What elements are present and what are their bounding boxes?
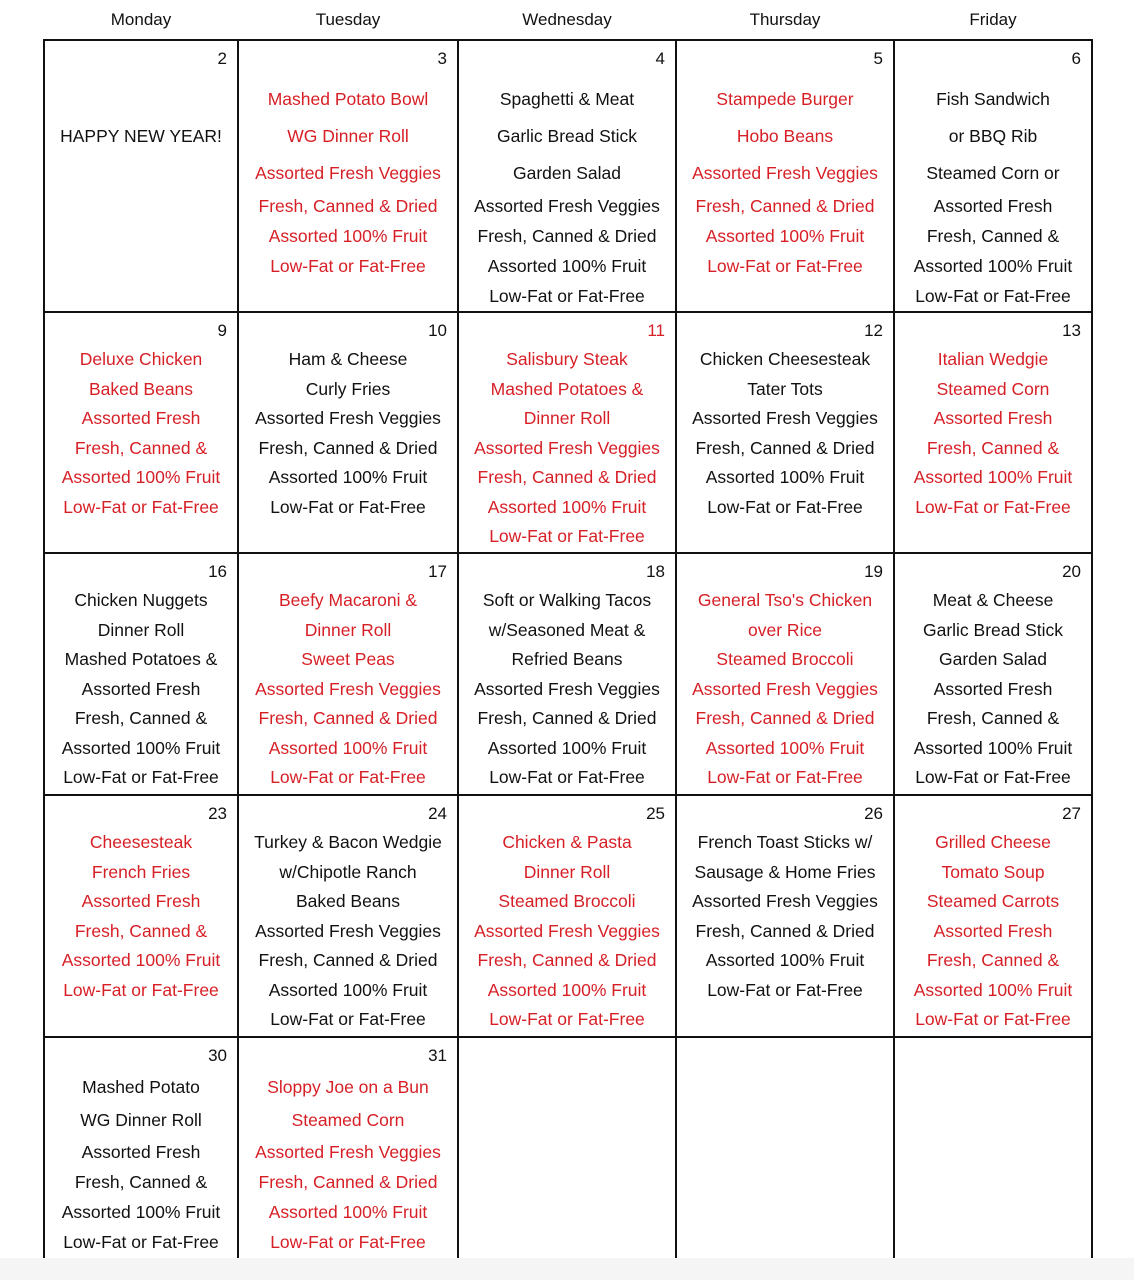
menu-item: Mashed Potatoes & <box>490 378 644 399</box>
menu-item: Low-Fat or Fat-Free <box>270 1232 426 1252</box>
menu-items <box>677 584 893 793</box>
menu-item: French Toast Sticks w/ <box>697 832 873 852</box>
menu-item: Steamed Corn or <box>926 163 1060 183</box>
menu-item: Garlic Bread Stick <box>496 126 638 146</box>
menu-items <box>45 1068 237 1257</box>
menu-items <box>459 71 675 311</box>
weekday-header-thursday: Thursday <box>749 10 821 29</box>
day-cell-5 <box>676 40 894 312</box>
menu-item: Low-Fat or Fat-Free <box>707 496 863 517</box>
menu-item: Assorted Fresh <box>81 1142 201 1162</box>
menu-item: w/Chipotle Ranch <box>279 861 417 882</box>
menu-item: Low-Fat or Fat-Free <box>707 767 863 787</box>
menu-item: Fresh, Canned & Dried <box>258 437 438 458</box>
day-cell-empty <box>676 1037 894 1277</box>
menu-item: Assorted 100% Fruit <box>705 467 865 487</box>
menu-item: Assorted 100% Fruit <box>913 467 1073 487</box>
weekday-header-friday: Friday <box>969 10 1017 29</box>
menu-item: Salisbury Steak <box>506 349 628 369</box>
menu-item: Meat & Cheese <box>932 590 1054 610</box>
menu-item: Sloppy Joe on a Bun <box>267 1077 429 1097</box>
menu-items <box>239 826 457 1035</box>
menu-items <box>677 71 893 281</box>
menu-item: Assorted Fresh <box>933 678 1053 699</box>
menu-item: Low-Fat or Fat-Free <box>270 496 426 517</box>
menu-item: Sausage & Home Fries <box>694 861 876 882</box>
menu-item: Spaghetti & Meat <box>499 89 635 109</box>
menu-item: Fresh, Canned & <box>74 920 208 941</box>
date-number: 10 <box>428 321 447 340</box>
menu-items <box>677 826 893 1005</box>
menu-item: Turkey & Bacon Wedgie <box>254 832 442 852</box>
day-cell-3 <box>238 40 458 312</box>
date-number: 9 <box>217 321 227 340</box>
menu-item: Mashed Potato Bowl <box>267 89 429 109</box>
menu-item: Assorted Fresh Veggies <box>692 163 878 183</box>
menu-item: Assorted 100% Fruit <box>268 226 428 246</box>
menu-item: Refried Beans <box>511 649 623 669</box>
date-number: 17 <box>428 562 447 581</box>
menu-item: Low-Fat or Fat-Free <box>270 767 426 787</box>
day-cell-31 <box>238 1037 458 1277</box>
menu-item: Fresh, Canned & Dried <box>258 708 438 728</box>
menu-item: Assorted 100% Fruit <box>705 737 865 758</box>
menu-item: Chicken & Pasta <box>502 832 632 852</box>
menu-items <box>45 584 237 793</box>
day-cell-6 <box>894 40 1092 312</box>
day-cell-empty <box>458 1037 676 1277</box>
week-row <box>44 312 1092 553</box>
weekday-header-wednesday: Wednesday <box>522 10 612 29</box>
menu-item: Assorted Fresh Veggies <box>474 196 660 216</box>
menu-item: Fresh, Canned & Dried <box>477 950 657 970</box>
date-number: 20 <box>1062 562 1081 581</box>
menu-item: Fresh, Canned & Dried <box>695 437 875 458</box>
menu-item: Fresh, Canned & <box>74 708 208 728</box>
date-number: 26 <box>864 804 883 823</box>
menu-item: Curly Fries <box>305 378 391 399</box>
menu-item: Deluxe Chicken <box>79 349 203 369</box>
menu-item: Assorted 100% Fruit <box>913 737 1073 758</box>
day-cell-12 <box>676 312 894 553</box>
menu-items <box>45 826 237 1005</box>
menu-item: Beefy Macaroni & <box>278 590 418 610</box>
menu-item: General Tso's Chicken <box>697 590 873 610</box>
week-row <box>44 553 1092 795</box>
menu-items <box>239 1068 457 1257</box>
menu-item: Assorted Fresh <box>81 408 201 428</box>
menu-item: Fresh, Canned & Dried <box>695 196 875 216</box>
menu-item: Baked Beans <box>295 891 401 911</box>
menu-item: Steamed Carrots <box>926 891 1060 911</box>
day-cell-17 <box>238 553 458 795</box>
day-cell-19 <box>676 553 894 795</box>
menu-item: Fresh, Canned & <box>926 708 1060 728</box>
menu-item: HAPPY NEW YEAR! <box>60 126 222 146</box>
day-cell-27 <box>894 795 1092 1037</box>
menu-item: Fresh, Canned & <box>926 437 1060 458</box>
menu-item: Dinner Roll <box>304 619 392 640</box>
day-cell-30 <box>44 1037 238 1277</box>
menu-items <box>459 1068 675 1071</box>
menu-items <box>459 343 675 552</box>
day-cell-4 <box>458 40 676 312</box>
day-cell-13 <box>894 312 1092 553</box>
date-number: 11 <box>647 321 665 340</box>
date-number: 6 <box>1071 49 1081 68</box>
menu-item: Low-Fat or Fat-Free <box>270 1009 426 1029</box>
menu-item: Assorted 100% Fruit <box>268 737 428 758</box>
menu-items <box>895 71 1091 311</box>
menu-item: Italian Wedgie <box>937 349 1049 369</box>
menu-item: Garlic Bread Stick <box>922 619 1064 640</box>
menu-item: Chicken Nuggets <box>74 590 208 610</box>
day-cell-23 <box>44 795 238 1037</box>
page-bottom-margin <box>0 1258 1134 1280</box>
menu-item: Low-Fat or Fat-Free <box>489 1009 645 1029</box>
menu-item: Assorted 100% Fruit <box>487 737 647 758</box>
menu-item: Assorted Fresh <box>933 408 1053 428</box>
menu-item: Assorted 100% Fruit <box>705 950 865 970</box>
menu-item: Assorted Fresh Veggies <box>255 408 441 428</box>
date-number: 27 <box>1062 804 1081 823</box>
menu-item: Fresh, Canned & <box>74 437 208 458</box>
menu-item: Grilled Cheese <box>935 832 1051 852</box>
menu-item: Dinner Roll <box>523 861 611 882</box>
menu-item: Low-Fat or Fat-Free <box>915 286 1071 306</box>
menu-item: Fresh, Canned & <box>74 1172 208 1192</box>
menu-item: Fresh, Canned & <box>926 226 1060 246</box>
day-cell-11 <box>458 312 676 553</box>
date-number: 18 <box>646 562 665 581</box>
date-number <box>459 1038 675 1068</box>
menu-item: Soft or Walking Tacos <box>482 590 652 610</box>
menu-item: Assorted 100% Fruit <box>487 256 647 276</box>
menu-item: Assorted 100% Fruit <box>61 467 221 487</box>
menu-item: Low-Fat or Fat-Free <box>489 526 645 546</box>
menu-item: WG Dinner Roll <box>287 126 409 146</box>
menu-items <box>239 343 457 522</box>
menu-item: Low-Fat or Fat-Free <box>63 1232 219 1252</box>
menu-item: Assorted 100% Fruit <box>61 950 221 970</box>
menu-item: Sweet Peas <box>301 649 395 669</box>
menu-item <box>45 81 237 118</box>
menu-item: Assorted 100% Fruit <box>487 496 647 517</box>
date-number: 4 <box>655 49 665 68</box>
date-number: 3 <box>437 49 447 68</box>
date-number: 19 <box>864 562 883 581</box>
menu-item: Steamed Broccoli <box>498 891 636 911</box>
date-number: 30 <box>208 1046 227 1065</box>
menu-item: Dinner Roll <box>523 408 611 428</box>
menu-item: Low-Fat or Fat-Free <box>915 1009 1071 1029</box>
date-number: 23 <box>208 804 227 823</box>
menu-item: Cheesesteak <box>89 832 193 852</box>
menu-item: Assorted Fresh Veggies <box>255 920 441 941</box>
menu-item: Tomato Soup <box>941 861 1045 882</box>
menu-item: Mashed Potato <box>82 1077 200 1097</box>
menu-items <box>459 584 675 793</box>
menu-item: Fresh, Canned & Dried <box>477 467 657 487</box>
menu-item: Fresh, Canned & Dried <box>258 196 438 216</box>
day-cell-20 <box>894 553 1092 795</box>
menu-item: WG Dinner Roll <box>80 1110 202 1130</box>
menu-item: Hobo Beans <box>736 126 834 146</box>
menu-items <box>459 826 675 1035</box>
menu-items <box>895 343 1091 522</box>
day-cell-24 <box>238 795 458 1037</box>
menu-items <box>239 71 457 281</box>
menu-item: Low-Fat or Fat-Free <box>707 979 863 1000</box>
menu-item: Steamed Corn <box>936 378 1050 399</box>
date-number: 12 <box>864 321 883 340</box>
day-cell-10 <box>238 312 458 553</box>
day-cell-16 <box>44 553 238 795</box>
menu-item: Assorted Fresh Veggies <box>692 408 878 428</box>
lunch-menu-calendar <box>43 39 1093 1278</box>
menu-item: Assorted Fresh Veggies <box>255 163 441 183</box>
menu-item: or BBQ Rib <box>948 126 1038 146</box>
menu-item: Assorted Fresh Veggies <box>255 1142 441 1162</box>
menu-item: Stampede Burger <box>716 89 854 109</box>
menu-item: Low-Fat or Fat-Free <box>489 767 645 787</box>
menu-item: Ham & Cheese <box>288 349 408 369</box>
menu-item: Fresh, Canned & Dried <box>695 708 875 728</box>
menu-item: Assorted Fresh <box>933 196 1053 216</box>
menu-item: Assorted Fresh Veggies <box>692 891 878 911</box>
menu-item: Assorted Fresh <box>81 678 201 699</box>
menu-items <box>239 584 457 793</box>
weekday-header-monday: Monday <box>110 10 172 29</box>
menu-item: Assorted Fresh <box>933 920 1053 941</box>
week-row <box>44 1037 1092 1277</box>
day-cell-empty <box>894 1037 1092 1277</box>
menu-item: Fresh, Canned & Dried <box>477 226 657 246</box>
menu-item: Low-Fat or Fat-Free <box>63 496 219 517</box>
menu-item: Assorted Fresh Veggies <box>255 678 441 699</box>
date-number <box>895 1038 1091 1068</box>
menu-item: Dinner Roll <box>97 619 185 640</box>
menu-item: over Rice <box>748 619 822 640</box>
menu-item: Fresh, Canned & Dried <box>477 708 657 728</box>
day-cell-18 <box>458 553 676 795</box>
date-number <box>677 1038 893 1068</box>
menu-item: Low-Fat or Fat-Free <box>707 256 863 276</box>
menu-item: Fresh, Canned & <box>926 950 1060 970</box>
menu-item: Assorted Fresh Veggies <box>474 437 660 458</box>
menu-item: Fresh, Canned & Dried <box>258 950 438 970</box>
menu-item: Assorted 100% Fruit <box>268 1202 428 1222</box>
menu-item: Fresh, Canned & Dried <box>695 920 875 941</box>
menu-item: Assorted Fresh Veggies <box>474 678 660 699</box>
menu-item: Low-Fat or Fat-Free <box>489 286 645 306</box>
menu-item: Tater Tots <box>747 378 823 399</box>
menu-item: Assorted 100% Fruit <box>61 737 221 758</box>
date-number: 31 <box>428 1046 447 1065</box>
menu-item: Assorted 100% Fruit <box>913 256 1073 276</box>
menu-item: Fish Sandwich <box>936 89 1050 109</box>
week-row <box>44 40 1092 312</box>
menu-item: Fresh, Canned & Dried <box>258 1172 438 1192</box>
date-number: 25 <box>646 804 665 823</box>
menu-items <box>895 826 1091 1035</box>
date-number: 16 <box>208 562 227 581</box>
menu-items <box>45 343 237 522</box>
menu-item: Mashed Potatoes & <box>64 649 218 669</box>
weekday-header-tuesday: Tuesday <box>315 10 381 29</box>
menu-item: Low-Fat or Fat-Free <box>63 979 219 1000</box>
date-number: 5 <box>873 49 883 68</box>
day-cell-9 <box>44 312 238 553</box>
menu-item: Steamed Corn <box>291 1110 405 1130</box>
menu-item: Low-Fat or Fat-Free <box>915 767 1071 787</box>
day-cell-2 <box>44 40 238 312</box>
menu-item: Low-Fat or Fat-Free <box>270 256 426 276</box>
menu-item: Baked Beans <box>88 378 194 399</box>
weekday-header-row <box>44 0 1092 40</box>
menu-item: Garden Salad <box>939 649 1047 669</box>
menu-item: Steamed Broccoli <box>716 649 854 669</box>
menu-items <box>677 343 893 522</box>
menu-item: Assorted 100% Fruit <box>487 979 647 1000</box>
week-row <box>44 795 1092 1037</box>
menu-item: w/Seasoned Meat & <box>488 619 646 640</box>
date-number: 24 <box>428 804 447 823</box>
menu-item: Chicken Cheesesteak <box>699 349 871 369</box>
menu-item: Assorted 100% Fruit <box>913 979 1073 1000</box>
menu-item: Assorted 100% Fruit <box>268 979 428 1000</box>
menu-item: Assorted Fresh <box>81 891 201 911</box>
date-number: 13 <box>1062 321 1081 340</box>
menu-item: Assorted 100% Fruit <box>61 1202 221 1222</box>
menu-items <box>895 1068 1091 1071</box>
date-number: 2 <box>217 49 227 68</box>
day-cell-25 <box>458 795 676 1037</box>
menu-items <box>45 71 237 155</box>
menu-item: Assorted 100% Fruit <box>268 467 428 487</box>
menu-item: Assorted Fresh Veggies <box>692 678 878 699</box>
day-cell-26 <box>676 795 894 1037</box>
menu-item: Low-Fat or Fat-Free <box>915 496 1071 517</box>
menu-item: Assorted 100% Fruit <box>705 226 865 246</box>
menu-item: Garden Salad <box>513 163 621 183</box>
menu-items <box>677 1068 893 1071</box>
menu-item: Low-Fat or Fat-Free <box>63 767 219 787</box>
menu-items <box>895 584 1091 793</box>
menu-item: Assorted Fresh Veggies <box>474 920 660 941</box>
menu-item: French Fries <box>91 861 191 882</box>
